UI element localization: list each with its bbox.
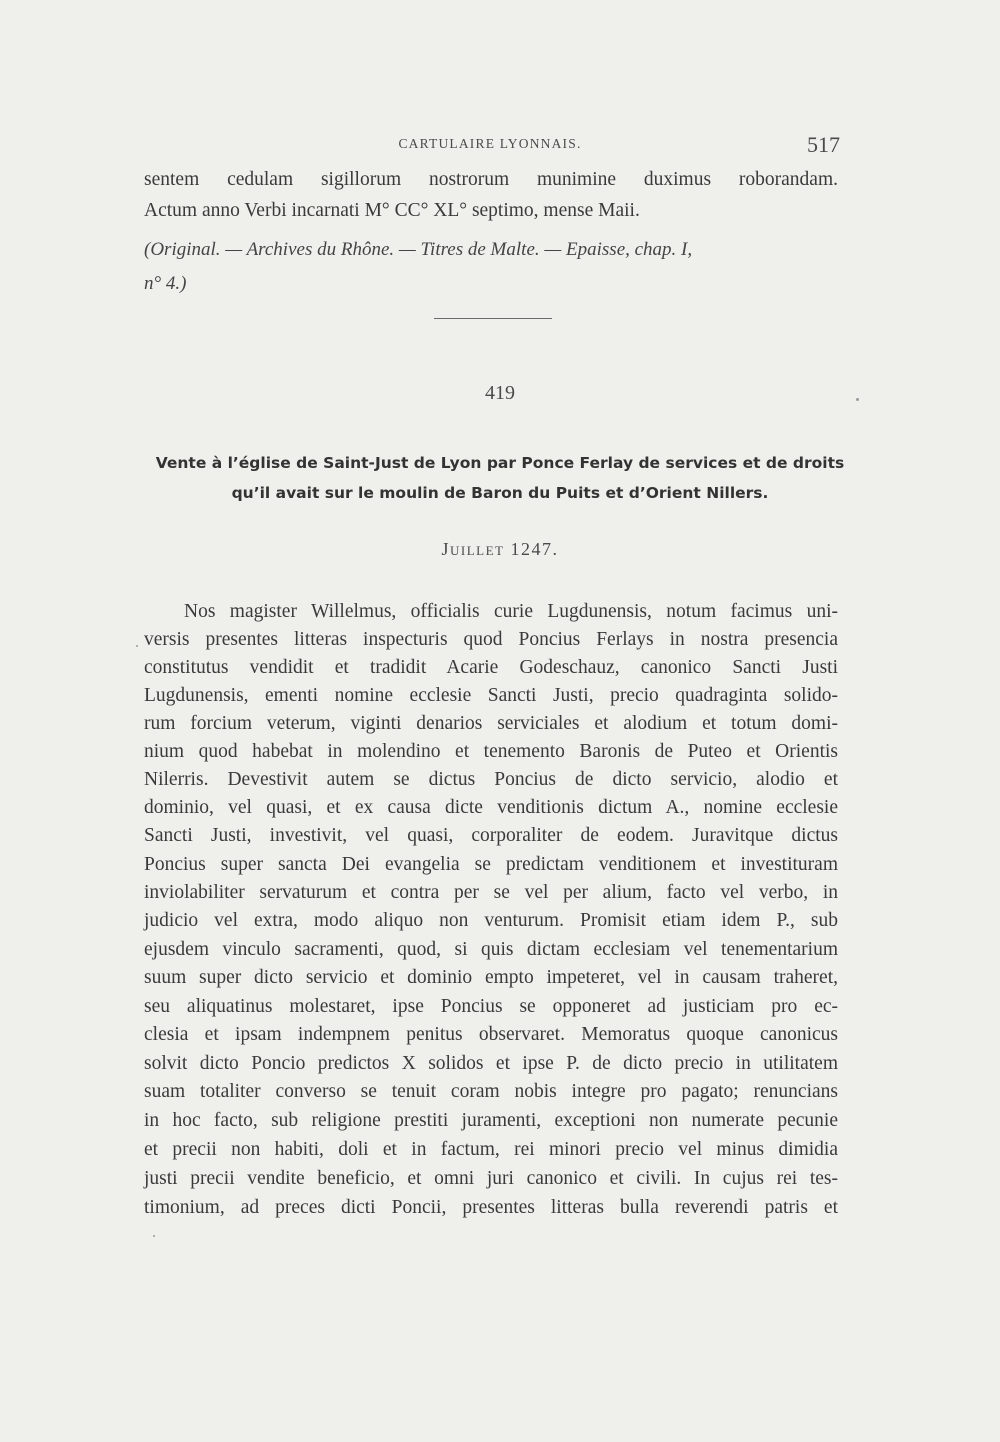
continuation-line: sentem cedulam sigillorum nostrorum munimine duximus roborandam. <box>144 169 838 190</box>
act-title-line: qu’il avait sur le moulin de Baron du Puits et d’Orient Nillers. <box>231 484 769 502</box>
source-note-line: (Original. — Archives du Rhône. — Titres de Malte. — Epaisse, chap. I, <box>144 239 693 260</box>
paper-speck <box>136 645 138 647</box>
body-line: constitutus vendidit et tradidit Acarie Godeschauz, canonico Sancti Justi <box>144 657 838 678</box>
body-line: timonium, ad preces dicti Poncii, presentes litteras bulla reverendi patris et <box>144 1197 838 1218</box>
paper-speck <box>856 398 859 401</box>
page-number: 517 <box>807 132 840 157</box>
act-title <box>130 448 870 508</box>
body-line: solvit dicto Poncio predictos X solidos et ipse P. de dicto precio in utilitatem <box>144 1053 838 1074</box>
act-title-line: Vente à l’église de Saint-Just de Lyon par Ponce Ferlay de services et de droits <box>155 454 845 472</box>
body-line: dominio, vel quasi, et ex causa dicte venditionis dictum A., nomine ecclesie <box>144 797 838 818</box>
body-line: clesia et ipsam indempnem penitus observaret. Memoratus quoque canonicus <box>144 1024 838 1045</box>
body-line: nium quod habebat in molendino et tenemento Baronis de Puteo et Orientis <box>144 741 838 762</box>
body-line: Sancti Justi, investivit, vel quasi, corporaliter de eodem. Juravitque dictus <box>144 825 838 846</box>
body-line: judicio vel extra, modo aliquo non venturum. Promisit etiam idem P., sub <box>144 910 838 931</box>
running-head <box>140 132 840 158</box>
body-line: Poncius super sancta Dei evangelia se predictam venditionem et investituram <box>144 854 838 875</box>
body-line: versis presentes litteras inspecturis quod Poncius Ferlays in nostra presencia <box>144 629 838 650</box>
body-line: in hoc facto, sub religione prestiti juramenti, exceptioni non numerate pecunie <box>144 1110 838 1131</box>
body-line: suam totaliter converso se tenuit coram nobis integre pro pagato; renuncians <box>144 1081 838 1102</box>
running-title: CARTULAIRE LYONNAIS. <box>398 136 582 151</box>
continuation-line: Actum anno Verbi incarnati M° CC° XL° septimo, mense Maii. <box>144 200 640 221</box>
body-line: justi precii vendite beneficio, et omni juri canonico et civili. In cujus rei tes- <box>144 1168 838 1189</box>
body-line: rum forcium veterum, viginti denarios serviciales et alodium et totum domi- <box>144 713 838 734</box>
body-line: Nilerris. Devestivit autem se dictus Poncius de dicto servicio, alodio et <box>144 769 838 790</box>
body-line: inviolabiliter servaturum et contra per se vel per alium, facto vel verbo, in <box>144 882 838 903</box>
section-divider <box>434 318 552 319</box>
act-date: Juillet 1247. <box>441 539 559 559</box>
paper-speck <box>153 1235 155 1237</box>
source-note-line: n° 4.) <box>144 273 187 294</box>
act-number: 419 <box>485 382 515 404</box>
body-line: et precii non habiti, doli et in factum, rei minori precio vel minus dimidia <box>144 1139 838 1160</box>
body-line: ejusdem vinculo sacramenti, quod, si quis dictam ecclesiam vel tenementarium <box>144 939 838 960</box>
body-line: Nos magister Willelmus, officialis curie Lugdunensis, notum facimus uni- <box>184 601 838 622</box>
body-line: Lugdunensis, ementi nomine ecclesie Sancti Justi, precio quadraginta solido- <box>144 685 838 706</box>
body-line: suum super dicto servicio et dominio empto impeteret, vel in causam traheret, <box>144 967 838 988</box>
body-line: seu aliquatinus molestaret, ipse Poncius se opponeret ad justiciam pro ec- <box>144 996 838 1017</box>
